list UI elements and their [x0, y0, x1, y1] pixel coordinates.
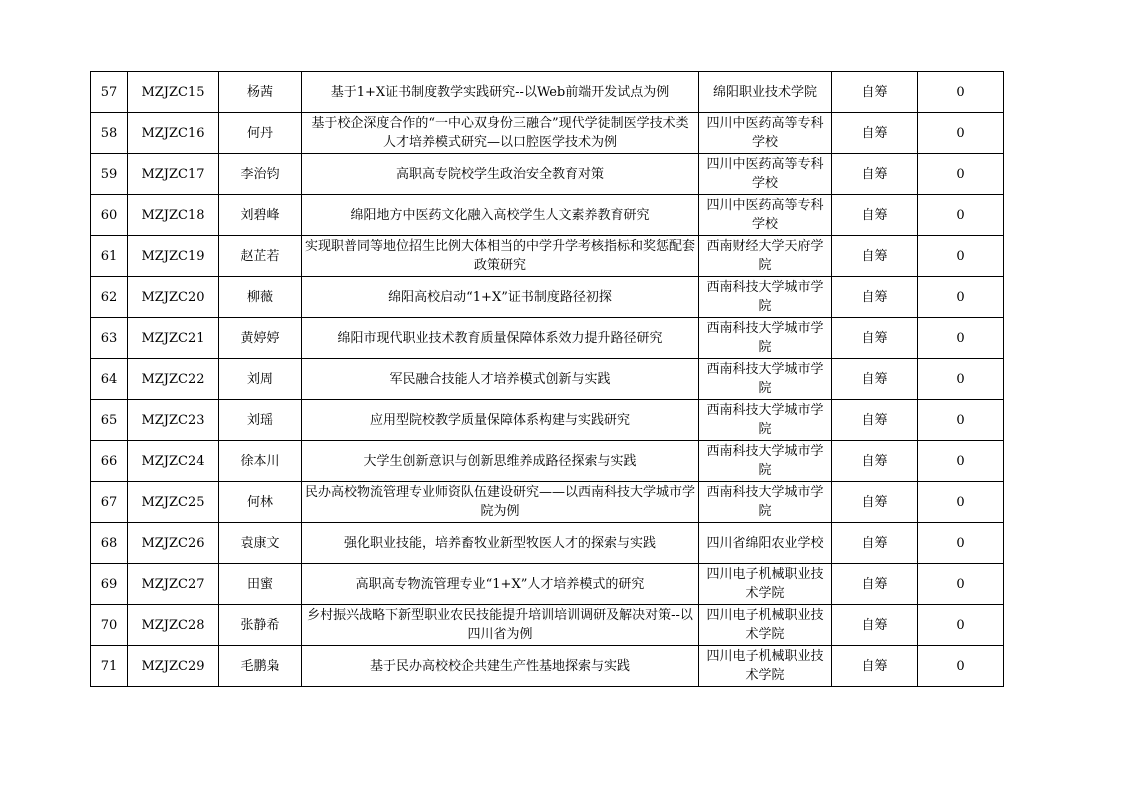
- table-row: [91, 277, 1004, 318]
- school-cell: 西南科技大学城市学院: [699, 277, 832, 318]
- table-row: [91, 195, 1004, 236]
- table-row: [91, 72, 1004, 113]
- leader-name-cell: 刘周: [219, 359, 302, 400]
- project-title-cell: 绵阳高校启动“1+X”证书制度路径初探: [302, 277, 699, 318]
- row-number-cell: 67: [91, 482, 128, 523]
- row-number-cell: 60: [91, 195, 128, 236]
- row-number-cell: 70: [91, 605, 128, 646]
- funding-amount-cell: 0: [918, 72, 1004, 113]
- school-cell: 西南科技大学城市学院: [699, 359, 832, 400]
- table-row: [91, 236, 1004, 277]
- project-title-cell: 民办高校物流管理专业师资队伍建设研究——以西南科技大学城市学院为例: [302, 482, 699, 523]
- funding-type-cell: 自筹: [832, 605, 918, 646]
- leader-name-cell: 袁康文: [219, 523, 302, 564]
- funding-type-cell: 自筹: [832, 646, 918, 687]
- table-row: [91, 646, 1004, 687]
- leader-name-cell: 柳薇: [219, 277, 302, 318]
- funding-type-cell: 自筹: [832, 400, 918, 441]
- leader-name-cell: 何丹: [219, 113, 302, 154]
- project-code-cell: MZJZC26: [128, 523, 219, 564]
- school-cell: 四川中医药高等专科学校: [699, 195, 832, 236]
- project-code-cell: MZJZC22: [128, 359, 219, 400]
- leader-name-cell: 张静希: [219, 605, 302, 646]
- table-row: [91, 441, 1004, 482]
- leader-name-cell: 徐本川: [219, 441, 302, 482]
- funding-amount-cell: 0: [918, 441, 1004, 482]
- project-code-cell: MZJZC21: [128, 318, 219, 359]
- project-code-cell: MZJZC17: [128, 154, 219, 195]
- row-number-cell: 58: [91, 113, 128, 154]
- school-cell: 西南财经大学天府学院: [699, 236, 832, 277]
- school-cell: 西南科技大学城市学院: [699, 400, 832, 441]
- project-title-cell: 军民融合技能人才培养模式创新与实践: [302, 359, 699, 400]
- row-number-cell: 61: [91, 236, 128, 277]
- funding-amount-cell: 0: [918, 113, 1004, 154]
- project-title-cell: 乡村振兴战略下新型职业农民技能提升培训培训调研及解决对策--以四川省为例: [302, 605, 699, 646]
- funding-amount-cell: 0: [918, 646, 1004, 687]
- row-number-cell: 68: [91, 523, 128, 564]
- project-title-cell: 大学生创新意识与创新思维养成路径探索与实践: [302, 441, 699, 482]
- funding-type-cell: 自筹: [832, 441, 918, 482]
- school-cell: 四川电子机械职业技术学院: [699, 646, 832, 687]
- table-row: [91, 400, 1004, 441]
- table-row: [91, 605, 1004, 646]
- funding-type-cell: 自筹: [832, 195, 918, 236]
- project-title-cell: 高职高专院校学生政治安全教育对策: [302, 154, 699, 195]
- row-number-cell: 66: [91, 441, 128, 482]
- table-row: [91, 318, 1004, 359]
- project-title-cell: 基于民办高校校企共建生产性基地探索与实践: [302, 646, 699, 687]
- project-title-cell: 基于1+X证书制度教学实践研究--以Web前端开发试点为例: [302, 72, 699, 113]
- leader-name-cell: 杨茜: [219, 72, 302, 113]
- funding-amount-cell: 0: [918, 154, 1004, 195]
- leader-name-cell: 刘瑶: [219, 400, 302, 441]
- funding-amount-cell: 0: [918, 318, 1004, 359]
- leader-name-cell: 刘碧峰: [219, 195, 302, 236]
- leader-name-cell: 何林: [219, 482, 302, 523]
- school-cell: 四川中医药高等专科学校: [699, 154, 832, 195]
- table-row: [91, 564, 1004, 605]
- funding-amount-cell: 0: [918, 482, 1004, 523]
- project-title-cell: 实现职普同等地位招生比例大体相当的中学升学考核指标和奖惩配套政策研究: [302, 236, 699, 277]
- table-row: [91, 359, 1004, 400]
- project-title-cell: 基于校企深度合作的“一中心双身份三融合”现代学徒制医学技术类人才培养模式研究—以口腔医学技术为例: [302, 113, 699, 154]
- school-cell: 西南科技大学城市学院: [699, 482, 832, 523]
- leader-name-cell: 赵芷若: [219, 236, 302, 277]
- school-cell: 四川电子机械职业技术学院: [699, 605, 832, 646]
- funding-amount-cell: 0: [918, 195, 1004, 236]
- project-title-cell: 强化职业技能，培养畜牧业新型牧医人才的探索与实践: [302, 523, 699, 564]
- row-number-cell: 63: [91, 318, 128, 359]
- row-number-cell: 57: [91, 72, 128, 113]
- project-title-cell: 应用型院校教学质量保障体系构建与实践研究: [302, 400, 699, 441]
- leader-name-cell: 黄婷婷: [219, 318, 302, 359]
- school-cell: 西南科技大学城市学院: [699, 318, 832, 359]
- funding-amount-cell: 0: [918, 400, 1004, 441]
- row-number-cell: 69: [91, 564, 128, 605]
- project-code-cell: MZJZC19: [128, 236, 219, 277]
- project-code-cell: MZJZC23: [128, 400, 219, 441]
- project-title-cell: 高职高专物流管理专业“1+X”人才培养模式的研究: [302, 564, 699, 605]
- funding-type-cell: 自筹: [832, 564, 918, 605]
- leader-name-cell: 毛鹏枭: [219, 646, 302, 687]
- school-cell: 绵阳职业技术学院: [699, 72, 832, 113]
- leader-name-cell: 李治钧: [219, 154, 302, 195]
- project-code-cell: MZJZC18: [128, 195, 219, 236]
- row-number-cell: 59: [91, 154, 128, 195]
- funding-type-cell: 自筹: [832, 318, 918, 359]
- funding-amount-cell: 0: [918, 236, 1004, 277]
- project-code-cell: MZJZC15: [128, 72, 219, 113]
- funding-type-cell: 自筹: [832, 277, 918, 318]
- row-number-cell: 65: [91, 400, 128, 441]
- project-code-cell: MZJZC29: [128, 646, 219, 687]
- row-number-cell: 62: [91, 277, 128, 318]
- funding-type-cell: 自筹: [832, 482, 918, 523]
- funding-amount-cell: 0: [918, 277, 1004, 318]
- project-title-cell: 绵阳地方中医药文化融入高校学生人文素养教育研究: [302, 195, 699, 236]
- table-row: [91, 154, 1004, 195]
- funding-type-cell: 自筹: [832, 113, 918, 154]
- school-cell: 四川中医药高等专科学校: [699, 113, 832, 154]
- row-number-cell: 64: [91, 359, 128, 400]
- funding-amount-cell: 0: [918, 523, 1004, 564]
- school-cell: 四川电子机械职业技术学院: [699, 564, 832, 605]
- leader-name-cell: 田蜜: [219, 564, 302, 605]
- project-code-cell: MZJZC16: [128, 113, 219, 154]
- project-title-cell: 绵阳市现代职业技术教育质量保障体系效力提升路径研究: [302, 318, 699, 359]
- funding-type-cell: 自筹: [832, 523, 918, 564]
- project-code-cell: MZJZC25: [128, 482, 219, 523]
- table-row: [91, 113, 1004, 154]
- project-code-cell: MZJZC27: [128, 564, 219, 605]
- funding-type-cell: 自筹: [832, 154, 918, 195]
- funding-amount-cell: 0: [918, 564, 1004, 605]
- project-table: [90, 71, 1004, 687]
- funding-type-cell: 自筹: [832, 359, 918, 400]
- funding-amount-cell: 0: [918, 359, 1004, 400]
- project-code-cell: MZJZC20: [128, 277, 219, 318]
- table-body: [91, 72, 1004, 687]
- project-code-cell: MZJZC24: [128, 441, 219, 482]
- table-row: [91, 523, 1004, 564]
- table-row: [91, 482, 1004, 523]
- project-code-cell: MZJZC28: [128, 605, 219, 646]
- row-number-cell: 71: [91, 646, 128, 687]
- funding-type-cell: 自筹: [832, 236, 918, 277]
- school-cell: 四川省绵阳农业学校: [699, 523, 832, 564]
- funding-type-cell: 自筹: [832, 72, 918, 113]
- funding-amount-cell: 0: [918, 605, 1004, 646]
- school-cell: 西南科技大学城市学院: [699, 441, 832, 482]
